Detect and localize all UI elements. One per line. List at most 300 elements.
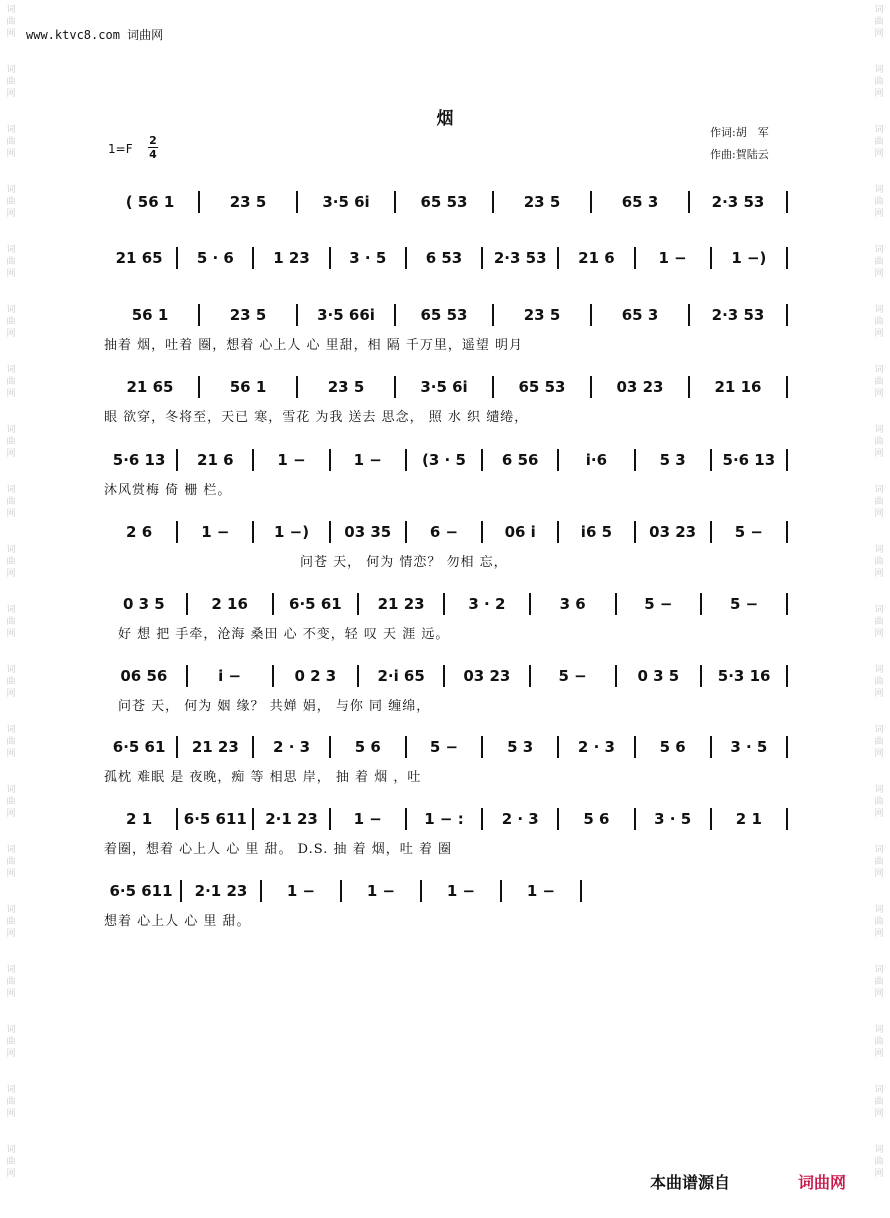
watermark-block xyxy=(2,300,20,360)
watermark-char: 网 xyxy=(6,1169,16,1179)
watermark-char: 网 xyxy=(6,269,16,279)
watermark-char: 曲 xyxy=(874,17,884,27)
watermark-left xyxy=(2,0,20,1218)
watermark-char: 曲 xyxy=(6,437,16,447)
watermark-block xyxy=(870,120,888,180)
measure: 5 6 xyxy=(354,738,381,756)
bar-line xyxy=(786,376,788,398)
watermark-block xyxy=(2,240,20,300)
measure: 3 · 5 xyxy=(654,810,692,828)
measure: 5 6 xyxy=(659,738,686,756)
notes-line xyxy=(102,664,788,688)
watermark-char: 网 xyxy=(6,1049,16,1059)
watermark-block xyxy=(870,1080,888,1140)
watermark-char: 曲 xyxy=(874,317,884,327)
watermark-char: 词 xyxy=(6,65,16,75)
bar-line xyxy=(786,736,788,758)
score-row xyxy=(102,448,790,498)
measure: 3 · 2 xyxy=(468,595,506,613)
watermark-block xyxy=(2,780,20,840)
notes-line xyxy=(102,303,788,327)
measure: 5 − xyxy=(429,738,459,756)
watermark-char: 词 xyxy=(874,665,884,675)
watermark-char: 曲 xyxy=(6,617,16,627)
lyrics-line: 问苍 天， 何为 情恋？ 勿相 忘， xyxy=(104,555,508,570)
measure: 1 − : xyxy=(424,810,464,828)
lyrics-line: 着圈，想着 心上人 心 里 甜。 D.S. 抽 着 烟，吐 着 圈 xyxy=(104,842,452,857)
watermark-char: 词 xyxy=(874,485,884,495)
measure: 3·5 6i xyxy=(322,193,370,211)
watermark-char: 曲 xyxy=(6,557,16,567)
watermark-char: 曲 xyxy=(6,317,16,327)
watermark-char: 网 xyxy=(874,149,884,159)
watermark-char: 网 xyxy=(874,329,884,339)
watermark-char: 网 xyxy=(874,689,884,699)
watermark-char: 词 xyxy=(874,5,884,15)
measure: 5 − xyxy=(644,595,673,613)
watermark-block xyxy=(870,540,888,600)
time-signature-bottom: 4 xyxy=(149,148,157,161)
bar-line xyxy=(786,593,788,615)
lyrics-line: 问苍 天， 何为 姻 缘？ 共婵 娟， 与你 同 缠绵， xyxy=(104,699,431,714)
watermark-char: 网 xyxy=(6,929,16,939)
watermark-block xyxy=(870,480,888,540)
watermark-char: 曲 xyxy=(6,77,16,87)
bar-line xyxy=(786,304,788,326)
watermark-char: 曲 xyxy=(874,377,884,387)
watermark-char: 词 xyxy=(874,785,884,795)
measure: 5 − xyxy=(734,523,763,541)
watermark-char: 网 xyxy=(6,329,16,339)
watermark-block xyxy=(2,120,20,180)
measure: 1 −) xyxy=(274,523,310,541)
watermark-block xyxy=(2,180,20,240)
measure: 3·5 6i xyxy=(420,378,468,396)
measure: 5 3 xyxy=(507,738,534,756)
measure: 65 53 xyxy=(420,306,468,324)
measure: 03 23 xyxy=(649,523,697,541)
watermark-char: 词 xyxy=(874,1025,884,1035)
measure: 3 · 5 xyxy=(730,738,768,756)
watermark-block xyxy=(870,300,888,360)
composer-credit: 作曲:賀陆云 xyxy=(710,148,769,161)
lyrics-line: 好 想 把 手牵，沧海 桑田 心 不变，轻 叹 天 涯 远。 xyxy=(104,627,450,642)
watermark-char: 词 xyxy=(6,425,16,435)
measure: 2 6 xyxy=(126,523,153,541)
measure: 3·5 66i xyxy=(317,306,375,324)
watermark-block xyxy=(2,660,20,720)
watermark-block xyxy=(870,180,888,240)
lyricist-credit: 作词:胡 军 xyxy=(710,126,769,139)
watermark-char: 曲 xyxy=(874,197,884,207)
watermark-block xyxy=(870,900,888,960)
watermark-char: 曲 xyxy=(6,197,16,207)
watermark-char: 词 xyxy=(6,665,16,675)
measure: 2·3 53 xyxy=(493,249,547,267)
measure: 21 16 xyxy=(714,378,762,396)
watermark-char: 网 xyxy=(874,629,884,639)
watermark-char: 曲 xyxy=(6,1157,16,1167)
watermark-char: 词 xyxy=(6,845,16,855)
watermark-block xyxy=(2,840,20,900)
measure: 1 − xyxy=(526,882,556,900)
watermark-char: 词 xyxy=(874,725,884,735)
watermark-char: 词 xyxy=(6,365,16,375)
measure: 2·1 23 xyxy=(194,882,248,900)
measure: 23 5 xyxy=(523,193,561,211)
score-row xyxy=(102,592,790,642)
song-title: 烟 xyxy=(436,109,454,129)
measure: 5·6 13 xyxy=(112,451,166,469)
watermark-block xyxy=(2,600,20,660)
bar-line xyxy=(580,880,582,902)
watermark-char: 词 xyxy=(874,965,884,975)
watermark-block xyxy=(2,960,20,1020)
watermark-block xyxy=(870,360,888,420)
source-name: 词曲网 xyxy=(798,1173,847,1192)
watermark-char: 曲 xyxy=(874,617,884,627)
measure: 2 16 xyxy=(211,595,248,613)
notes-line xyxy=(102,190,788,214)
measure: 23 5 xyxy=(229,193,267,211)
measure: 2·1 23 xyxy=(265,810,318,828)
watermark-char: 曲 xyxy=(6,497,16,507)
measure: 1 − xyxy=(277,451,306,469)
watermark-block xyxy=(2,720,20,780)
measure: 6·5 611 xyxy=(109,882,173,900)
watermark-char: 网 xyxy=(6,509,16,519)
measure: 2 · 3 xyxy=(273,738,311,756)
watermark-char: 曲 xyxy=(874,137,884,147)
measure: 5 6 xyxy=(583,810,610,828)
watermark-char: 词 xyxy=(6,5,16,15)
site-url: www.ktvc8.com 词曲网 xyxy=(26,28,164,42)
watermark-char: 词 xyxy=(874,185,884,195)
watermark-char: 词 xyxy=(6,305,16,315)
measure: (3 · 5 xyxy=(422,451,466,469)
watermark-char: 曲 xyxy=(6,857,16,867)
watermark-char: 网 xyxy=(874,569,884,579)
measure: i − xyxy=(218,667,242,685)
measure: 65 3 xyxy=(621,306,659,324)
time-signature xyxy=(148,135,158,160)
score-row xyxy=(102,879,790,929)
watermark-char: 词 xyxy=(6,485,16,495)
key-signature: 1=F xyxy=(108,142,133,156)
measure: 23 5 xyxy=(229,306,267,324)
watermark-char: 曲 xyxy=(6,17,16,27)
measure: 56 1 xyxy=(131,306,169,324)
watermark-char: 曲 xyxy=(6,1037,16,1047)
watermark-char: 曲 xyxy=(874,797,884,807)
watermark-char: 网 xyxy=(6,389,16,399)
notes-line xyxy=(102,246,788,270)
bar-line xyxy=(786,191,788,213)
watermark-char: 曲 xyxy=(874,1037,884,1047)
watermark-char: 曲 xyxy=(6,137,16,147)
measure: 06 i xyxy=(504,523,536,541)
watermark-char: 曲 xyxy=(874,1097,884,1107)
watermark-block xyxy=(870,780,888,840)
measure: 1 − xyxy=(353,451,382,469)
watermark-char: 网 xyxy=(6,89,16,99)
watermark-char: 网 xyxy=(6,689,16,699)
measure: 1 − xyxy=(286,882,316,900)
watermark-char: 曲 xyxy=(874,977,884,987)
measure: 2·3 53 xyxy=(711,306,765,324)
watermark-block xyxy=(870,660,888,720)
watermark-block xyxy=(2,540,20,600)
watermark-char: 曲 xyxy=(6,377,16,387)
measure: 6·5 611 xyxy=(183,810,247,828)
watermark-char: 曲 xyxy=(6,257,16,267)
notes-line xyxy=(102,375,788,399)
measure: 1 − xyxy=(353,810,382,828)
watermark-char: 词 xyxy=(6,725,16,735)
watermark-char: 网 xyxy=(874,509,884,519)
watermark-char: 词 xyxy=(874,1145,884,1155)
watermark-char: 网 xyxy=(6,1109,16,1119)
watermark-block xyxy=(870,420,888,480)
watermark-char: 词 xyxy=(6,545,16,555)
source-label: 本曲谱源自 xyxy=(650,1173,731,1192)
watermark-char: 词 xyxy=(874,125,884,135)
watermark-char: 曲 xyxy=(6,1097,16,1107)
watermark-char: 词 xyxy=(874,305,884,315)
score-row xyxy=(102,246,790,286)
watermark-char: 网 xyxy=(874,929,884,939)
measure: ( 56 1 xyxy=(125,193,175,211)
watermark-char: 网 xyxy=(6,569,16,579)
measure: 21 23 xyxy=(191,738,239,756)
measure: 5 − xyxy=(730,595,759,613)
watermark-char: 词 xyxy=(6,245,16,255)
score-row xyxy=(102,375,790,425)
watermark-char: 网 xyxy=(874,989,884,999)
watermark-char: 网 xyxy=(874,809,884,819)
measure: 21 65 xyxy=(115,249,163,267)
watermark-char: 曲 xyxy=(874,857,884,867)
score-row xyxy=(102,303,790,353)
watermark-char: 网 xyxy=(6,29,16,39)
watermark-char: 网 xyxy=(874,449,884,459)
watermark-block xyxy=(870,0,888,60)
watermark-char: 网 xyxy=(874,869,884,879)
measure: 03 23 xyxy=(463,667,511,685)
watermark-block xyxy=(2,360,20,420)
measure: i6 5 xyxy=(580,523,613,541)
watermark-char: 曲 xyxy=(874,677,884,687)
measure: 1 − xyxy=(201,523,230,541)
measure: 03 35 xyxy=(344,523,392,541)
bar-line xyxy=(786,665,788,687)
measure: 1 −) xyxy=(731,249,767,267)
watermark-char: 曲 xyxy=(874,257,884,267)
measure: 2·i 65 xyxy=(377,667,425,685)
measure: 2 · 3 xyxy=(577,738,615,756)
measure: 03 23 xyxy=(616,378,664,396)
watermark-char: 曲 xyxy=(874,437,884,447)
watermark-char: 曲 xyxy=(6,917,16,927)
watermark-block xyxy=(870,240,888,300)
measure: 2 1 xyxy=(126,810,153,828)
score-row xyxy=(102,735,790,785)
watermark-char: 词 xyxy=(874,1085,884,1095)
bar-line xyxy=(786,521,788,543)
measure: 2 · 3 xyxy=(501,810,539,828)
measure: 21 6 xyxy=(197,451,234,469)
score-row xyxy=(102,520,790,570)
watermark-char: 曲 xyxy=(874,557,884,567)
watermark-char: 曲 xyxy=(874,77,884,87)
watermark-char: 词 xyxy=(6,185,16,195)
watermark-char: 网 xyxy=(874,389,884,399)
measure: 5 − xyxy=(558,667,587,685)
watermark-char: 词 xyxy=(6,1085,16,1095)
time-signature-top: 2 xyxy=(149,134,157,147)
bar-line xyxy=(786,808,788,830)
watermark-char: 曲 xyxy=(874,497,884,507)
measure: 0 3 5 xyxy=(122,595,165,613)
measure: 0 3 5 xyxy=(637,667,680,685)
watermark-char: 曲 xyxy=(6,677,16,687)
watermark-char: 词 xyxy=(6,1145,16,1155)
watermark-char: 网 xyxy=(6,809,16,819)
measure: 5·3 16 xyxy=(717,667,771,685)
watermark-char: 网 xyxy=(874,1169,884,1179)
watermark-char: 词 xyxy=(874,65,884,75)
measure: 65 53 xyxy=(420,193,468,211)
measure: i·6 xyxy=(585,451,608,469)
watermark-char: 词 xyxy=(6,125,16,135)
watermark-block xyxy=(870,1020,888,1080)
watermark-char: 词 xyxy=(6,605,16,615)
watermark-char: 词 xyxy=(6,905,16,915)
watermark-char: 曲 xyxy=(874,917,884,927)
measure: 6·5 61 xyxy=(112,738,166,756)
watermark-char: 词 xyxy=(6,965,16,975)
lyrics-line: 沐风赏梅 倚 栅 栏。 xyxy=(104,483,232,498)
measure: 21 23 xyxy=(377,595,425,613)
watermark-char: 曲 xyxy=(874,1157,884,1167)
watermark-char: 词 xyxy=(874,845,884,855)
watermark-block xyxy=(870,1140,888,1200)
watermark-char: 网 xyxy=(6,629,16,639)
notes-line xyxy=(102,807,788,831)
measure: 2 1 xyxy=(735,810,762,828)
measure: 5·6 13 xyxy=(722,451,776,469)
watermark-char: 网 xyxy=(874,1049,884,1059)
watermark-char: 词 xyxy=(874,545,884,555)
watermark-char: 词 xyxy=(874,605,884,615)
watermark-char: 网 xyxy=(6,749,16,759)
measure: 1 − xyxy=(366,882,396,900)
measure: 06 56 xyxy=(120,667,168,685)
watermark-block xyxy=(2,480,20,540)
watermark-block xyxy=(2,1080,20,1140)
watermark-char: 网 xyxy=(874,749,884,759)
watermark-char: 网 xyxy=(874,29,884,39)
watermark-block xyxy=(870,960,888,1020)
watermark-block xyxy=(870,720,888,780)
watermark-char: 网 xyxy=(6,449,16,459)
notes-line xyxy=(102,448,788,472)
measure: 6 53 xyxy=(425,249,463,267)
watermark-char: 曲 xyxy=(874,737,884,747)
watermark-block xyxy=(2,900,20,960)
watermark-char: 曲 xyxy=(6,797,16,807)
measure: 56 1 xyxy=(229,378,267,396)
measure: 65 53 xyxy=(518,378,566,396)
watermark-char: 词 xyxy=(874,245,884,255)
watermark-char: 网 xyxy=(874,89,884,99)
lyrics-line: 眼 欲穿，冬将至，天已 寒，雪花 为我 送去 思念， 照 水 织 缱绻， xyxy=(104,410,529,425)
lyrics-line: 孤枕 难眠 是 夜晚，痴 等 相思 岸， 抽 着 烟 ，吐 xyxy=(104,770,422,785)
score-row xyxy=(102,190,790,230)
watermark-char: 网 xyxy=(874,269,884,279)
notes-line xyxy=(102,520,788,544)
notes-line xyxy=(102,735,788,759)
measure: 6·5 61 xyxy=(289,595,342,613)
watermark-block xyxy=(870,600,888,660)
watermark-block xyxy=(2,1020,20,1080)
notes-line xyxy=(102,592,788,616)
watermark-char: 词 xyxy=(6,1025,16,1035)
score-row xyxy=(102,807,790,857)
lyrics-line: 抽着 烟，吐着 圈，想着 心上人 心 里甜，相 隔 千万里，遥望 明月 xyxy=(104,338,524,353)
watermark-char: 词 xyxy=(874,365,884,375)
watermark-char: 网 xyxy=(6,989,16,999)
watermark-char: 网 xyxy=(874,209,884,219)
measure: 5 · 6 xyxy=(196,249,234,267)
bar-line xyxy=(786,247,788,269)
measure: 1 23 xyxy=(273,249,310,267)
watermark-char: 网 xyxy=(874,1109,884,1119)
watermark-char: 网 xyxy=(6,869,16,879)
watermark-right xyxy=(870,0,888,1218)
watermark-char: 曲 xyxy=(6,977,16,987)
measure: 1 − xyxy=(446,882,476,900)
measure: 23 5 xyxy=(327,378,365,396)
measure: 3 · 5 xyxy=(349,249,387,267)
measure: 21 65 xyxy=(126,378,174,396)
measure: 0 2 3 xyxy=(294,667,337,685)
bar-line xyxy=(786,449,788,471)
watermark-char: 曲 xyxy=(6,737,16,747)
lyrics-line: 想着 心上人 心 里 甜。 xyxy=(104,914,251,929)
measure: 5 3 xyxy=(659,451,686,469)
watermark-block xyxy=(2,1140,20,1200)
measure: 65 3 xyxy=(621,193,659,211)
measure: 21 6 xyxy=(578,249,615,267)
measure: 1 − xyxy=(658,249,687,267)
watermark-char: 词 xyxy=(6,785,16,795)
score-row xyxy=(102,664,790,714)
watermark-char: 词 xyxy=(874,905,884,915)
measure: 6 56 xyxy=(501,451,539,469)
measure: 23 5 xyxy=(523,306,561,324)
watermark-char: 网 xyxy=(6,149,16,159)
watermark-block xyxy=(2,420,20,480)
measure: 6 − xyxy=(429,523,459,541)
watermark-char: 词 xyxy=(874,425,884,435)
measure: 2·3 53 xyxy=(711,193,765,211)
watermark-char: 网 xyxy=(6,209,16,219)
watermark-block xyxy=(870,840,888,900)
measure: 3 6 xyxy=(559,595,586,613)
watermark-block xyxy=(2,0,20,60)
notes-line xyxy=(102,879,582,903)
